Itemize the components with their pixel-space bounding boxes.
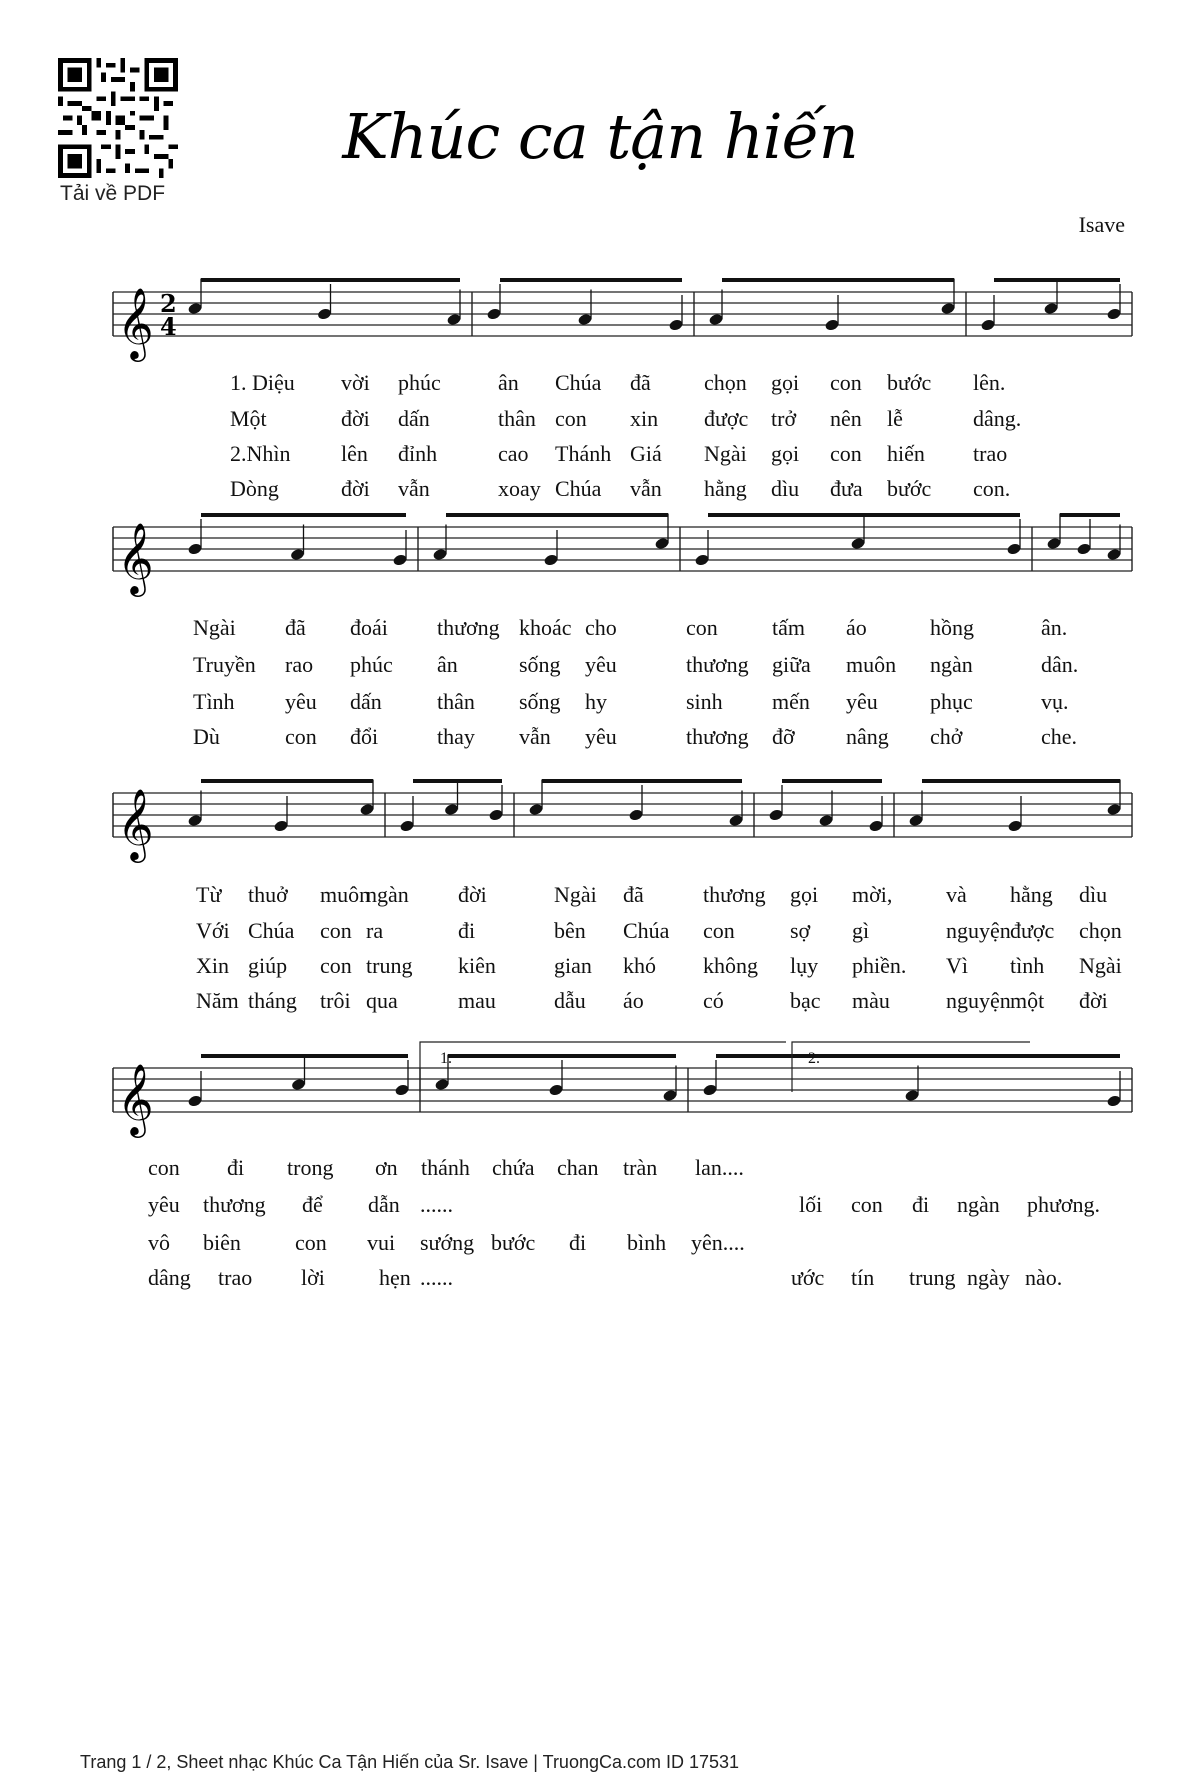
- lyric-syllable: nguyện: [946, 988, 1011, 1013]
- lyric-syllable: tấm: [772, 615, 805, 640]
- lyric-syllable: Dù: [193, 724, 220, 749]
- treble-clef-icon: 𝄞: [117, 521, 154, 594]
- lyric-syllable: Ngài: [704, 441, 747, 466]
- volta-2-bracket: [792, 1042, 1030, 1092]
- lyric-syllable: con: [686, 615, 718, 640]
- lyric-syllable: yêu: [585, 652, 617, 677]
- lyric-syllable: tín: [851, 1265, 875, 1290]
- lyric-syllable: Ngài: [1079, 953, 1122, 978]
- lyric-syllable: lụy: [790, 953, 819, 978]
- lyric-syllable: con: [285, 724, 317, 749]
- lyric-syllable: bên: [554, 918, 586, 943]
- lyric-syllable: 1. Diệu: [230, 370, 295, 395]
- lyric-syllable: thuở: [248, 882, 288, 907]
- lyric-syllable: yêu: [846, 689, 878, 714]
- lyric-syllable: chọn: [1079, 918, 1122, 943]
- time-signature-denominator: 4: [160, 312, 177, 341]
- lyric-syllable: đưa: [830, 476, 863, 501]
- lyric-syllable: dấn: [398, 406, 430, 431]
- lyric-syllable: thương: [703, 882, 766, 907]
- lyric-syllable: chan: [557, 1155, 599, 1180]
- lyric-syllable: trôi: [320, 988, 351, 1013]
- lyric-syllable: sống: [519, 652, 561, 677]
- lyric-syllable: phiền.: [852, 953, 907, 978]
- lyric-syllable: Chúa: [248, 918, 295, 943]
- lyric-syllable: hiến: [887, 441, 925, 466]
- lyric-syllable: nên: [830, 406, 862, 431]
- lyric-syllable: Chúa: [623, 918, 670, 943]
- lyric-syllable: đi: [912, 1192, 930, 1217]
- lyric-syllable: sống: [519, 689, 561, 714]
- lyric-syllable: dẫu: [554, 988, 586, 1013]
- lyric-syllable: con: [555, 406, 587, 431]
- lyric-syllable: lễ: [887, 406, 903, 431]
- volta-2-label: 2.: [808, 1050, 820, 1067]
- lyric-syllable: nguyện: [946, 918, 1011, 943]
- lyric-syllable: dâng.: [973, 406, 1022, 431]
- lyric-syllable: con: [851, 1192, 883, 1217]
- lyric-syllable: con.: [973, 476, 1011, 501]
- lyric-syllable: gọi: [790, 882, 819, 907]
- lyric-syllable: đã: [630, 370, 651, 395]
- lyric-syllable: gian: [554, 953, 592, 978]
- lyric-syllable: thánh: [421, 1155, 470, 1180]
- lyric-syllable: Năm: [196, 988, 239, 1013]
- lyric-syllable: nâng: [846, 724, 889, 749]
- lyric-syllable: muôn: [320, 882, 371, 907]
- lyric-syllable: áo: [846, 615, 867, 640]
- lyric-syllable: hồng: [930, 615, 974, 640]
- lyric-syllable: thương: [437, 615, 500, 640]
- lyric-syllable: con: [830, 370, 862, 395]
- lyric-syllable: để: [302, 1192, 323, 1217]
- lyric-syllable: chở: [930, 724, 963, 749]
- composer-name: Isave: [1078, 212, 1125, 237]
- lyric-syllable: dấn: [350, 689, 382, 714]
- lyric-syllable: sợ: [790, 918, 811, 943]
- lyric-syllable: một: [1010, 988, 1045, 1013]
- lyric-syllable: lên.: [973, 370, 1006, 395]
- lyric-syllable: đi: [569, 1230, 587, 1255]
- lyric-syllable: nào.: [1025, 1265, 1063, 1290]
- lyric-syllable: con: [320, 918, 352, 943]
- volta-1-bracket: [420, 1042, 786, 1092]
- lyric-syllable: đời: [341, 476, 370, 501]
- lyric-syllable: cho: [585, 615, 617, 640]
- treble-clef-icon: 𝄞: [117, 787, 154, 860]
- lyric-syllable: màu: [852, 988, 890, 1013]
- lyric-syllable: bình: [627, 1230, 667, 1255]
- lyric-syllable: ngàn: [366, 882, 409, 907]
- lyric-syllable: vẫn: [519, 724, 551, 749]
- lyric-syllable: đi: [458, 918, 476, 943]
- lyric-syllable: đời: [458, 882, 487, 907]
- lyric-syllable: thân: [498, 406, 536, 431]
- lyric-syllable: thay: [437, 724, 475, 749]
- lyric-syllable: phúc: [350, 652, 393, 677]
- lyric-syllable: ......: [420, 1265, 453, 1290]
- lyric-syllable: Chúa: [555, 476, 602, 501]
- lyric-syllable: gọi: [771, 370, 800, 395]
- lyric-syllable: con: [320, 953, 352, 978]
- lyric-syllable: 2.Nhìn: [230, 441, 291, 466]
- lyric-syllable: Xin: [196, 953, 229, 978]
- lyric-syllable: bạc: [790, 988, 821, 1013]
- lyric-syllable: thương: [686, 652, 749, 677]
- lyric-syllable: tình: [1010, 953, 1045, 978]
- treble-clef-icon: 𝄞: [117, 286, 154, 359]
- volta-1-label: 1.: [440, 1050, 452, 1067]
- lyric-syllable: ngàn: [930, 652, 973, 677]
- lyric-syllable: Ngài: [193, 615, 236, 640]
- lyric-syllable: vẫn: [398, 476, 430, 501]
- lyric-syllable: hy: [585, 689, 607, 714]
- lyric-syllable: rao: [285, 652, 314, 677]
- lyric-syllable: vô: [148, 1230, 170, 1255]
- lyric-syllable: vụ.: [1041, 689, 1069, 714]
- lyric-syllable: mến: [772, 689, 810, 714]
- lyric-syllable: được: [704, 406, 749, 431]
- lyric-syllable: Truyền: [193, 652, 256, 677]
- lyric-syllable: hằng: [1010, 882, 1053, 907]
- lyric-syllable: gì: [852, 918, 870, 943]
- lyric-syllable: phúc: [398, 370, 441, 395]
- lyric-syllable: ân: [437, 652, 458, 677]
- lyric-syllable: đời: [1079, 988, 1108, 1013]
- lyric-syllable: đời: [341, 406, 370, 431]
- lyric-syllable: Từ: [196, 882, 222, 907]
- lyric-syllable: đã: [623, 882, 644, 907]
- lyric-syllable: xin: [630, 406, 659, 431]
- lyric-syllable: con: [148, 1155, 180, 1180]
- lyric-syllable: ra: [366, 918, 384, 943]
- song-title: Khúc ca tận hiến: [342, 100, 858, 173]
- lyric-syllable: trao: [973, 441, 1008, 466]
- lyric-syllable: ......: [420, 1192, 453, 1217]
- lyric-syllable: có: [703, 988, 724, 1013]
- page-footer: Trang 1 / 2, Sheet nhạc Khúc Ca Tận Hiến của Sr. Isave | TruongCa.com ID 17531: [80, 1752, 740, 1772]
- lyric-syllable: dẫn: [368, 1192, 400, 1217]
- lyric-syllable: xoay: [498, 476, 541, 501]
- lyric-syllable: khoác: [519, 615, 572, 640]
- lyric-syllable: qua: [366, 988, 398, 1013]
- lyric-syllable: con: [703, 918, 735, 943]
- lyric-syllable: trung: [366, 953, 413, 978]
- lyric-syllable: yêu: [585, 724, 617, 749]
- lyric-syllable: Với: [196, 918, 230, 943]
- lyric-syllable: phục: [930, 689, 973, 714]
- lyric-syllable: yên....: [691, 1230, 745, 1255]
- lyric-syllable: đã: [285, 615, 306, 640]
- lyric-syllable: Vì: [946, 953, 968, 978]
- lyric-syllable: chọn: [704, 370, 747, 395]
- lyric-syllable: tháng: [248, 988, 297, 1013]
- lyric-syllable: vẫn: [630, 476, 662, 501]
- lyric-syllable: sướng: [420, 1230, 475, 1255]
- lyric-syllable: không: [703, 953, 758, 978]
- lyric-syllable: lên: [341, 441, 368, 466]
- lyric-syllable: giúp: [248, 953, 288, 978]
- lyric-syllable: chứa: [492, 1155, 535, 1180]
- download-pdf-link[interactable]: Tải về PDF: [60, 182, 166, 205]
- lyric-syllable: phương.: [1027, 1192, 1101, 1217]
- lyric-syllable: ân.: [1041, 615, 1068, 640]
- lyric-syllable: và: [946, 882, 967, 907]
- lyric-syllable: trở: [771, 406, 797, 431]
- lyric-syllable: tràn: [623, 1155, 658, 1180]
- lyric-syllable: cao: [498, 441, 529, 466]
- lyric-syllable: ngày: [967, 1265, 1010, 1290]
- lyric-syllable: bước: [887, 370, 932, 395]
- lyric-syllable: giữa: [772, 652, 811, 677]
- time-signature-numerator: 2: [160, 289, 177, 318]
- lyric-syllable: thương: [686, 724, 749, 749]
- lyric-syllable: gọi: [771, 441, 800, 466]
- lyric-syllable: Ngài: [554, 882, 597, 907]
- lyric-syllable: áo: [623, 988, 644, 1013]
- lyric-syllable: đoái: [350, 615, 388, 640]
- lyric-syllable: Chúa: [555, 370, 602, 395]
- lyric-syllable: dìu: [1079, 882, 1108, 907]
- lyric-syllable: dâng: [148, 1265, 191, 1290]
- lyric-syllable: yêu: [285, 689, 317, 714]
- lyric-syllable: vui: [367, 1230, 396, 1255]
- lyric-syllable: bước: [887, 476, 932, 501]
- lyric-syllable: muôn: [846, 652, 897, 677]
- lyric-syllable: trung: [909, 1265, 956, 1290]
- lyric-syllable: mau: [458, 988, 496, 1013]
- lyric-syllable: Một: [230, 406, 267, 431]
- treble-clef-icon: 𝄞: [117, 1062, 154, 1135]
- lyric-syllable: biên: [203, 1230, 241, 1255]
- lyric-syllable: thương: [203, 1192, 266, 1217]
- lyric-syllable: ước: [791, 1265, 825, 1290]
- lyric-syllable: dìu: [771, 476, 800, 501]
- lyric-syllable: yêu: [148, 1192, 180, 1217]
- lyric-syllable: Tình: [193, 689, 235, 714]
- lyric-syllable: Thánh: [555, 441, 612, 466]
- lyric-syllable: lời: [301, 1265, 325, 1290]
- lyric-syllable: che.: [1041, 724, 1078, 749]
- lyric-syllable: hẹn: [379, 1265, 411, 1290]
- lyric-syllable: trong: [287, 1155, 334, 1180]
- lyric-syllable: đi: [227, 1155, 245, 1180]
- lyric-syllable: được: [1010, 918, 1055, 943]
- lyric-syllable: kiên: [458, 953, 496, 978]
- lyric-syllable: sinh: [686, 689, 723, 714]
- lyric-syllable: Dòng: [230, 476, 279, 501]
- lyric-syllable: mời,: [852, 882, 893, 907]
- lyric-syllable: dân.: [1041, 652, 1079, 677]
- lyric-syllable: lối: [799, 1192, 823, 1217]
- lyric-syllable: đổi: [350, 724, 379, 749]
- lyric-syllable: con: [295, 1230, 327, 1255]
- lyric-syllable: đỡ: [772, 724, 795, 749]
- lyric-syllable: ngàn: [957, 1192, 1000, 1217]
- lyric-syllable: trao: [218, 1265, 253, 1290]
- lyric-syllable: Giá: [630, 441, 662, 466]
- lyric-syllable: thân: [437, 689, 475, 714]
- lyric-syllable: ơn: [375, 1155, 398, 1180]
- lyric-syllable: bước: [491, 1230, 536, 1255]
- lyric-syllable: ân: [498, 370, 519, 395]
- lyric-syllable: lan....: [695, 1155, 744, 1180]
- lyric-syllable: vời: [341, 370, 370, 395]
- lyric-syllable: con: [830, 441, 862, 466]
- lyric-syllable: khó: [623, 953, 656, 978]
- lyric-syllable: đỉnh: [398, 441, 438, 466]
- lyric-syllable: hằng: [704, 476, 747, 501]
